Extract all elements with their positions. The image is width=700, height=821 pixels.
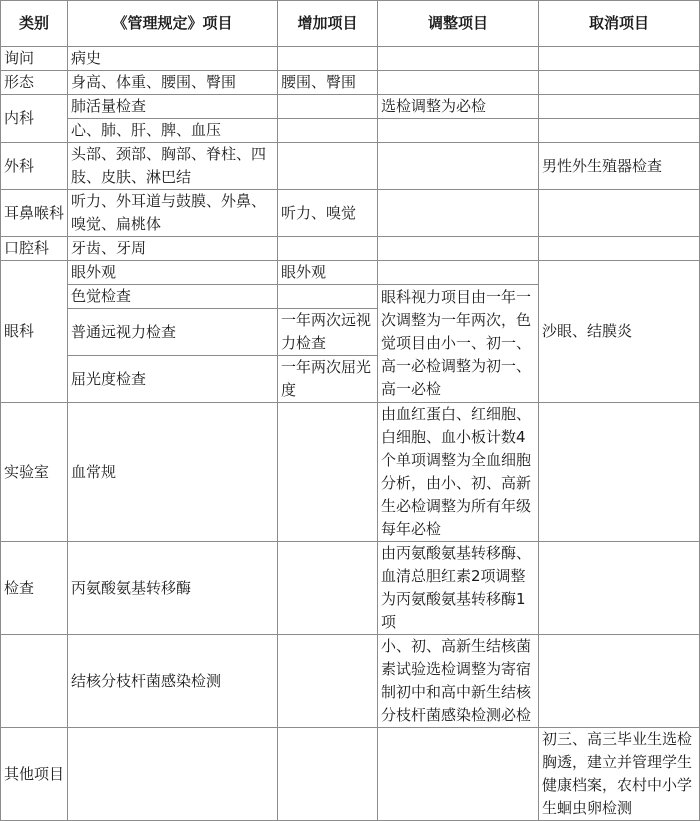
regulation-cell: 血常规 <box>68 403 278 542</box>
category-cell: 内科 <box>1 95 68 143</box>
cancelled-cell <box>539 403 700 542</box>
adjusted-cell <box>378 71 539 95</box>
cancelled-cell <box>539 95 700 119</box>
added-cell <box>278 728 378 821</box>
header-cancelled-items: 取消项目 <box>539 1 700 47</box>
header-row <box>1 1 700 47</box>
adjusted-cell: 由丙氨酸氨基转移酶、血清总胆红素2项调整为丙氨酸氨基转移酶1项 <box>378 542 539 635</box>
adjusted-cell: 选检调整为必检 <box>378 95 539 119</box>
cancelled-cell <box>539 237 700 261</box>
table-row-dental <box>1 237 700 261</box>
table-row-inquiry <box>1 47 700 71</box>
added-cell <box>278 95 378 119</box>
regulation-cell: 听力、外耳道与鼓膜、外鼻、嗅觉、扁桃体 <box>68 190 278 237</box>
adjusted-cell <box>378 47 539 71</box>
added-cell: 一年两次远视力检查 <box>278 309 378 356</box>
cancelled-cell <box>539 119 700 143</box>
table-row-internal-organs <box>1 119 700 143</box>
added-cell: 一年两次屈光度 <box>278 356 378 403</box>
adjusted-cell <box>378 190 539 237</box>
category-cell: 其他项目 <box>1 728 68 821</box>
regulation-cell: 屈光度检查 <box>68 356 278 403</box>
regulation-cell: 肺活量检查 <box>68 95 278 119</box>
adjusted-cell <box>378 728 539 821</box>
added-cell <box>278 119 378 143</box>
table-row-morphology <box>1 71 700 95</box>
table-row-other <box>1 728 700 821</box>
table-row-surgery <box>1 143 700 190</box>
added-cell: 眼外观 <box>278 261 378 285</box>
added-cell: 腰围、臀围 <box>278 71 378 95</box>
header-regulation-items: 《管理规定》项目 <box>68 1 278 47</box>
category-cell: 实验室 <box>1 403 68 542</box>
added-cell <box>278 403 378 542</box>
header-added-items: 增加项目 <box>278 1 378 47</box>
regulation-cell: 色觉检查 <box>68 285 278 309</box>
added-cell <box>278 635 378 728</box>
cancelled-cell: 初三、高三毕业生选检胸透，建立并管理学生健康档案，农村中小学生蛔虫卵检测 <box>539 728 700 821</box>
cancelled-cell: 沙眼、结膜炎 <box>539 261 700 403</box>
added-cell <box>278 542 378 635</box>
table-row-eye-appearance <box>1 261 700 285</box>
category-cell: 眼科 <box>1 261 68 403</box>
added-cell <box>278 237 378 261</box>
category-cell: 形态 <box>1 71 68 95</box>
category-cell: 口腔科 <box>1 237 68 261</box>
category-cell: 检查 <box>1 542 68 635</box>
adjusted-cell: 小、初、高新生结核菌素试验选检调整为寄宿制初中和高中新生结核分枝杆菌感染检测必检 <box>378 635 539 728</box>
category-cell: 询问 <box>1 47 68 71</box>
table-row-lab <box>1 403 700 542</box>
category-cell: 外科 <box>1 143 68 190</box>
adjusted-cell <box>378 261 539 285</box>
adjusted-cell: 由血红蛋白、红细胞、白细胞、血小板计数4个单项调整为全血细胞分析，由小、初、高新生必检调整为所有年级每年必检 <box>378 403 539 542</box>
regulation-cell: 丙氨酸氨基转移酶 <box>68 542 278 635</box>
cancelled-cell <box>539 47 700 71</box>
regulation-cell: 身高、体重、腰围、臀围 <box>68 71 278 95</box>
cancelled-cell: 男性外生殖器检查 <box>539 143 700 190</box>
category-cell <box>1 635 68 728</box>
cancelled-cell <box>539 190 700 237</box>
table-row-tb <box>1 635 700 728</box>
regulation-cell <box>68 728 278 821</box>
table-row-ent <box>1 190 700 237</box>
added-cell: 听力、嗅觉 <box>278 190 378 237</box>
cancelled-cell <box>539 542 700 635</box>
adjusted-cell <box>378 119 539 143</box>
regulation-cell: 结核分枝杆菌感染检测 <box>68 635 278 728</box>
added-cell <box>278 143 378 190</box>
header-adjusted-items: 调整项目 <box>378 1 539 47</box>
regulation-cell: 病史 <box>68 47 278 71</box>
header-category: 类别 <box>1 1 68 47</box>
cancelled-cell <box>539 635 700 728</box>
category-cell: 耳鼻喉科 <box>1 190 68 237</box>
adjusted-cell: 眼科视力项目由一年一次调整为一年两次，色觉项目由小一、初一、高一必检调整为初一、高一必检 <box>378 285 539 403</box>
added-cell <box>278 285 378 309</box>
table-row-internal-lung <box>1 95 700 119</box>
added-cell <box>278 47 378 71</box>
cancelled-cell <box>539 71 700 95</box>
regulation-cell: 牙齿、牙周 <box>68 237 278 261</box>
adjusted-cell <box>378 237 539 261</box>
adjusted-cell <box>378 143 539 190</box>
regulation-cell: 心、肺、肝、脾、血压 <box>68 119 278 143</box>
regulation-cell: 眼外观 <box>68 261 278 285</box>
regulation-cell: 普通远视力检查 <box>68 309 278 356</box>
regulation-cell: 头部、颈部、胸部、脊柱、四肢、皮肤、淋巴结 <box>68 143 278 190</box>
table-row-check <box>1 542 700 635</box>
